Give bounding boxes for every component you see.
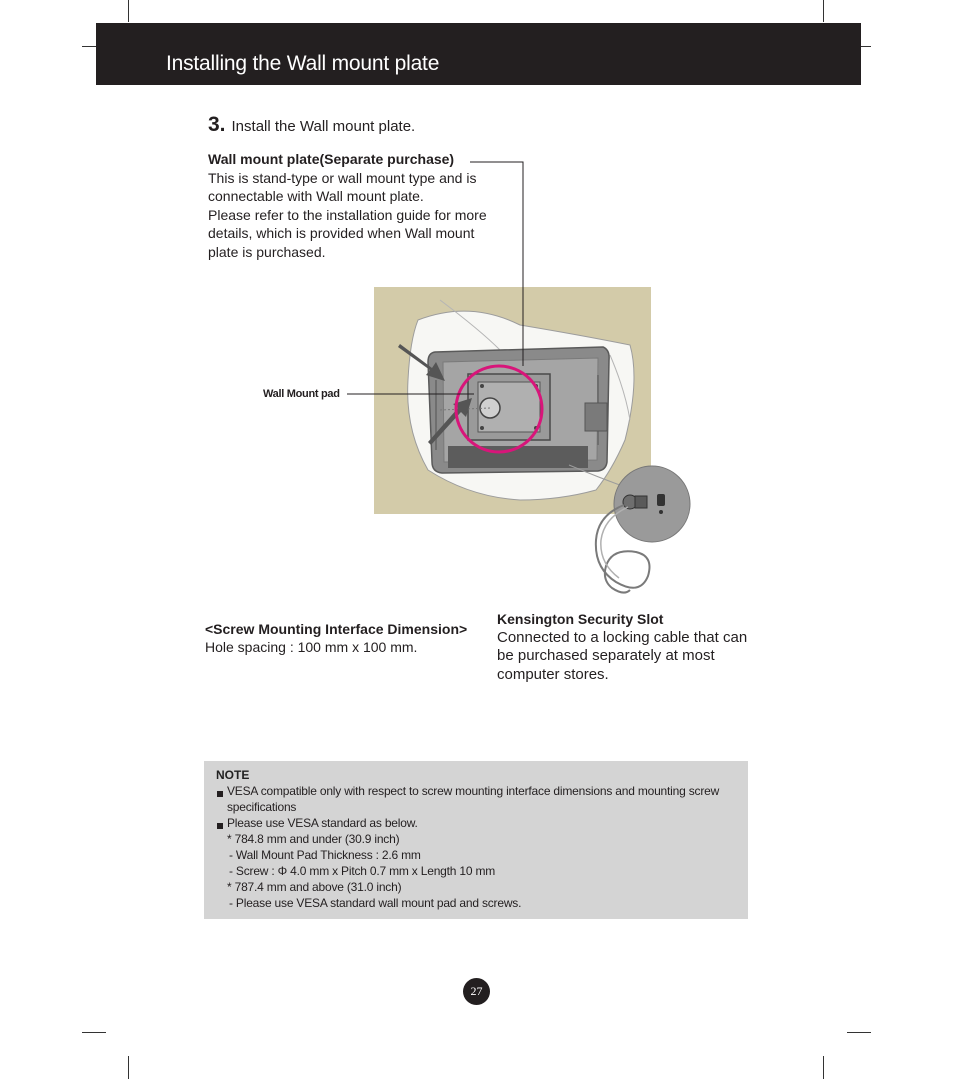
kensington-line: Connected to a locking cable that can	[497, 628, 748, 646]
note-line: - Wall Mount Pad Thickness : 2.6 mm	[229, 848, 421, 862]
plate-info-line: Please refer to the installation guide for more	[208, 206, 487, 223]
screw-interface-text: Hole spacing : 100 mm x 100 mm.	[205, 639, 418, 655]
note-line: VESA compatible only with respect to screw mounting interface dimensions and mounting screw	[227, 784, 720, 798]
step-number: 3.	[208, 113, 226, 136]
kensington-line: be purchased separately at most	[497, 647, 715, 664]
note-line: Please use VESA standard as below.	[227, 816, 418, 830]
bullet-icon	[217, 823, 223, 829]
plate-info-line: plate is purchased.	[208, 243, 326, 260]
wall-mount-pad-label: Wall Mount pad	[263, 388, 340, 400]
page-title: Installing the Wall mount plate	[166, 52, 440, 75]
screw-interface-info	[205, 620, 495, 656]
note-title: NOTE	[216, 768, 250, 782]
note-line: * 787.4 mm and above (31.0 inch)	[227, 880, 402, 894]
page-number: 27	[463, 978, 490, 1005]
bullet-icon	[217, 791, 223, 797]
screw-interface-title: <Screw Mounting Interface Dimension>	[205, 621, 468, 637]
note-line: * 784.8 mm and under (30.9 inch)	[227, 832, 400, 846]
kensington-line: computer stores.	[497, 665, 609, 683]
note-box	[204, 761, 748, 919]
kensington-info	[497, 610, 757, 684]
note-line: - Screw : Φ 4.0 mm x Pitch 0.7 mm x Length 10 mm	[229, 864, 496, 878]
kensington-title: Kensington Security Slot	[497, 611, 664, 627]
plate-info-title: Wall mount plate(Separate purchase)	[208, 151, 455, 167]
plate-info-line: details, which is provided when Wall mount	[208, 225, 475, 241]
step-text: Install the Wall mount plate.	[231, 118, 416, 135]
note-line: specifications	[227, 800, 297, 814]
plate-info-line: connectable with Wall mount plate.	[208, 188, 424, 204]
note-line: - Please use VESA standard wall mount pad and screws.	[229, 896, 522, 910]
plate-info-line: This is stand-type or wall mount type and is	[208, 169, 477, 186]
